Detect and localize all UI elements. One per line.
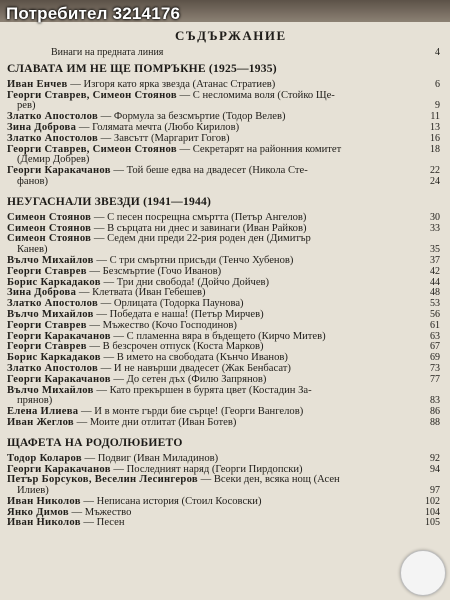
entry-author: Иван Николов xyxy=(7,517,81,529)
entry-page: 24 xyxy=(430,175,440,187)
entry-page: 97 xyxy=(430,485,440,497)
entry-title: — В името на свободата (Кънчо Иванов) xyxy=(100,352,288,364)
entry-title: — Моите дни отлитат (Иван Ботев) xyxy=(73,416,237,428)
entry-title: — Три дни свобода! (Дойчо Дойчев) xyxy=(100,276,270,288)
entry-title: — Като прекършен в бурята цвет (Костадин За- xyxy=(93,384,312,396)
entry-page: 6 xyxy=(435,78,440,90)
entry-page: 86 xyxy=(430,406,440,418)
entry-title: прянов) xyxy=(17,395,53,407)
entry-author: Георги Каракачанов xyxy=(7,373,111,385)
entry-author: Иван Николов xyxy=(7,495,81,507)
entry-author: Иван Енчев xyxy=(7,78,68,90)
section-gap xyxy=(7,429,440,433)
entry-author: Георги Ставрев xyxy=(7,265,87,277)
site-logo xyxy=(400,550,446,596)
entry-text xyxy=(7,475,340,486)
entry-title: — Клетвата (Иван Гебешев) xyxy=(76,287,206,299)
entry-page: 56 xyxy=(430,308,440,320)
entry-title: — Победата е наша! (Петър Мирчев) xyxy=(93,308,264,320)
entry-text xyxy=(7,386,312,397)
entry-text xyxy=(7,234,311,245)
entry-author: Георги Ставрев, Симеон Стоянов xyxy=(7,89,177,101)
entry-title: Канев) xyxy=(17,244,48,256)
toc-entry xyxy=(7,234,440,245)
entry-author: Зина Доброва xyxy=(7,121,77,133)
entry-text xyxy=(17,177,48,188)
section-heading xyxy=(7,62,440,75)
entry-author: Георги Ставрев, Симеон Стоянов xyxy=(7,143,177,155)
entry-page: 63 xyxy=(430,330,440,342)
entry-title: — Мъжество (Кочо Господинов) xyxy=(86,319,237,331)
entry-page: 77 xyxy=(430,373,440,385)
entry-page: 16 xyxy=(430,132,440,144)
entry-page: 37 xyxy=(430,254,440,266)
entry-title: — Мъжество xyxy=(68,506,132,518)
entry-page: 92 xyxy=(430,452,440,464)
entry-page: 13 xyxy=(430,121,440,133)
entry-author: Георги Каракачанов xyxy=(7,330,111,342)
entry-author: Борис Каркадаков xyxy=(7,276,101,288)
entry-title: — Седем дни преди 22-рия роден ден (Димитър xyxy=(91,233,311,245)
table-of-contents xyxy=(7,48,440,529)
entry-author: Иван Жеглов xyxy=(7,416,74,428)
entry-title: — Голямата мечта (Любо Кирилов) xyxy=(76,121,240,133)
entry-title: — В сърцата ни днес и завинаги (Иван Райков) xyxy=(91,222,307,234)
entry-text xyxy=(7,166,308,177)
toc-entry xyxy=(7,166,440,177)
entry-title: — Формула за безсмъртие (Тодор Велев) xyxy=(98,111,286,123)
page-title: СЪДЪРЖАНИЕ xyxy=(175,28,287,43)
epigraph-text: Винаги на предната линия xyxy=(51,47,164,58)
toc-entry xyxy=(7,177,440,188)
entry-author: Тодор Коларов xyxy=(7,452,82,464)
entry-page: 33 xyxy=(430,222,440,234)
entry-title: — С песен посрещна смъртта (Петър Ангелов) xyxy=(91,211,307,223)
entry-page: 94 xyxy=(430,463,440,475)
entry-author: Елена Илиева xyxy=(7,406,79,418)
entry-author: Симеон Стоянов xyxy=(7,233,92,245)
entry-page: 102 xyxy=(425,495,440,507)
entry-author: Зина Доброва xyxy=(7,287,77,299)
entry-title: Илиев) xyxy=(17,485,49,497)
toc-entry xyxy=(7,418,440,429)
section-heading xyxy=(7,195,440,208)
entry-author: Вълчо Михайлов xyxy=(7,308,94,320)
entry-page: 42 xyxy=(430,265,440,277)
entry-title: — Завсътт (Маргарит Гогов) xyxy=(98,132,230,144)
entry-author: Златко Апостолов xyxy=(7,298,99,310)
entry-page: 83 xyxy=(430,395,440,407)
section-title: СЛАВАТА ИМ НЕ ЩЕ ПОМРЪКНЕ (1925—1935) xyxy=(7,61,277,75)
entry-page: 48 xyxy=(430,287,440,299)
watermark: Потребител 3214176 xyxy=(6,4,181,23)
epigraph-page: 4 xyxy=(435,47,440,58)
entry-author: Златко Апостолов xyxy=(7,111,99,123)
entry-title: (Демир Добрев) xyxy=(17,154,90,166)
entry-page: 53 xyxy=(430,298,440,310)
section-title: НЕУГАСНАЛИ ЗВЕЗДИ (1941—1944) xyxy=(7,194,212,208)
entry-page: 9 xyxy=(435,100,440,112)
toc-entry xyxy=(7,386,440,397)
entry-title: — Песен xyxy=(80,517,125,529)
entry-author: Борис Каркадаков xyxy=(7,352,101,364)
entry-title: — И не навърши двадесет (Жак Бенбасат) xyxy=(98,362,291,374)
entry-page: 61 xyxy=(430,319,440,331)
entry-author: Златко Апостолов xyxy=(7,132,99,144)
entry-title: — Орлицата (Тодорка Паунова) xyxy=(98,298,244,310)
entry-page: 67 xyxy=(430,341,440,353)
entry-text xyxy=(7,418,236,429)
entry-page: 69 xyxy=(430,352,440,364)
toc-entry xyxy=(7,518,440,529)
entry-title: — Всеки ден, всяка нощ (Асен xyxy=(197,474,340,486)
entry-author: Вълчо Михайлов xyxy=(7,384,94,396)
entry-page: 104 xyxy=(425,506,440,518)
entry-title: — В безсрочен отпуск (Коста Марков) xyxy=(86,341,264,353)
entry-author: Вълчо Михайлов xyxy=(7,254,94,266)
section-heading xyxy=(7,436,440,449)
entry-title: фанов) xyxy=(17,175,49,187)
entry-author: Георги Ставрев xyxy=(7,319,87,331)
entry-author: Златко Апостолов xyxy=(7,362,99,374)
entry-title: — Той беше едва на двадесет (Никола Сте- xyxy=(110,165,308,177)
entry-title: — До сетен дъх (Филю Запрянов) xyxy=(110,373,267,385)
entry-title: — И в монте гърди бие сърце! (Георги Вангелов) xyxy=(78,406,304,418)
entry-title: — Изгоря като ярка звезда (Атанас Стратиев) xyxy=(67,78,276,90)
entry-author: Симеон Стоянов xyxy=(7,211,92,223)
entry-title: — С несломима воля (Стойко Ще- xyxy=(176,89,335,101)
entry-page: 73 xyxy=(430,362,440,374)
entry-page: 30 xyxy=(430,211,440,223)
entry-page: 88 xyxy=(430,416,440,428)
entry-title: — Подвиг (Иван Миладинов) xyxy=(81,452,219,464)
entry-title: — Неписана история (Стоил Косовски) xyxy=(80,495,262,507)
section-title: ЩАФЕТА НА РОДОЛЮБИЕТО xyxy=(7,435,183,449)
entry-text xyxy=(7,91,335,102)
entry-page: 11 xyxy=(430,111,440,123)
entry-title: — Безсмъртие (Гочо Иванов) xyxy=(86,265,222,277)
entry-title: — Последният наряд (Георги Пирдопски) xyxy=(110,463,303,475)
entry-page: 22 xyxy=(430,165,440,177)
entry-author: Янко Димов xyxy=(7,506,69,518)
toc-entry xyxy=(7,475,440,486)
entry-author: Георги Ставрев xyxy=(7,341,87,353)
entry-page: 35 xyxy=(430,244,440,256)
entry-page: 18 xyxy=(430,143,440,155)
entry-page: 105 xyxy=(425,517,440,529)
entry-title: — С три смъртни присъди (Тенчо Хубенов) xyxy=(93,254,294,266)
entry-author: Георги Каракачанов xyxy=(7,165,111,177)
epigraph-line xyxy=(7,48,440,59)
entry-title: — С пламенна вяра в бъдещето (Кирчо Митев) xyxy=(110,330,326,342)
entry-author: Симеон Стоянов xyxy=(7,222,92,234)
toc-entry xyxy=(7,91,440,102)
entry-text xyxy=(7,518,125,529)
entry-author: Георги Каракачанов xyxy=(7,463,111,475)
section-gap xyxy=(7,188,440,192)
entry-page: 44 xyxy=(430,276,440,288)
entry-author: Петър Борсуков, Веселин Лесингеров xyxy=(7,474,198,486)
entry-title: рев) xyxy=(17,100,36,112)
entry-title: — Секретарят на районния комитет xyxy=(176,143,342,155)
